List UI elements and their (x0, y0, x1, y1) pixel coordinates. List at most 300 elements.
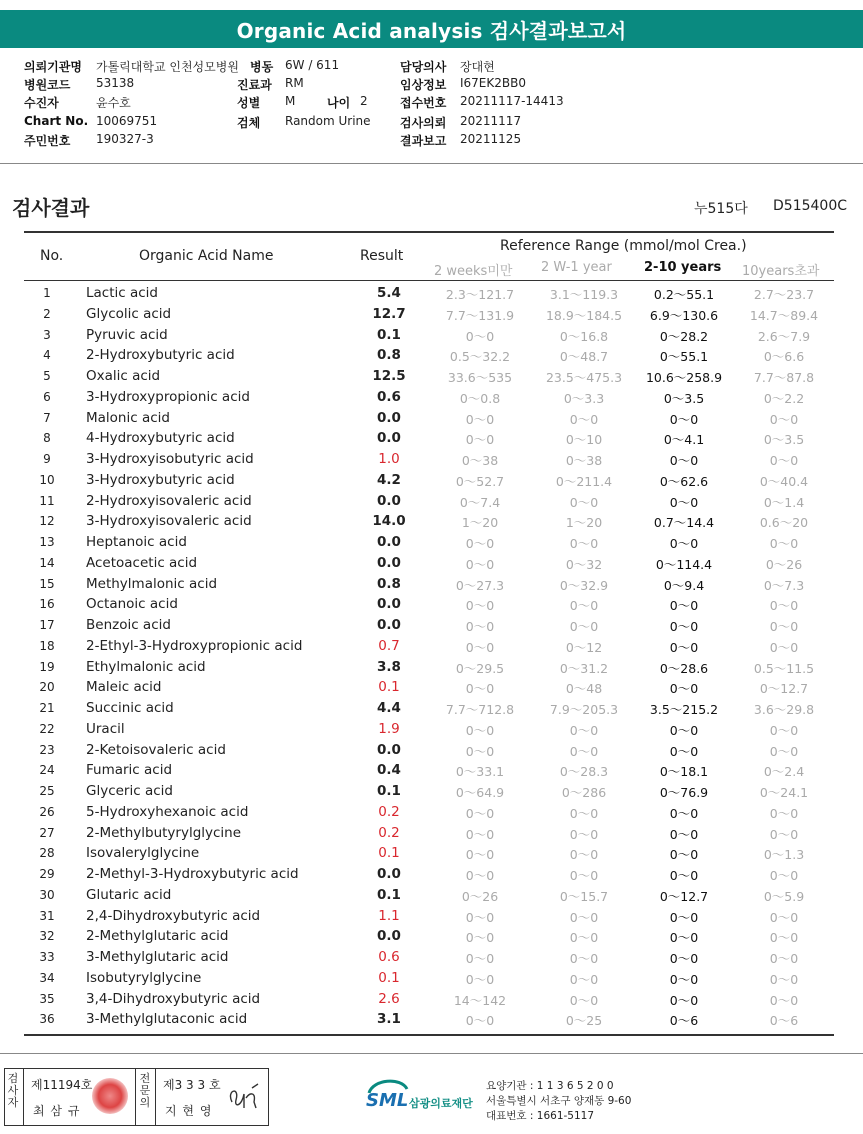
inspector-label: 검사자 (7, 1072, 19, 1109)
col-header-result: Result (360, 248, 404, 264)
acid-name: Heptanoic acid (86, 534, 187, 550)
row-number: 11 (39, 493, 55, 508)
info-value: 20211117-14413 (460, 94, 564, 108)
result-value: 0.1 (377, 326, 401, 343)
ref-range-10y-plus: 0～0 (769, 909, 799, 925)
info-label: 수진자 (24, 96, 59, 110)
table-row (24, 366, 834, 387)
ref-range-2w-1y: 0～10 (565, 432, 603, 448)
ref-range-2weeks: 7.7～131.9 (445, 307, 515, 323)
ref-range-2-10y: 0～55.1 (659, 349, 709, 365)
ref-range-10y-plus: 14.7～89.4 (749, 307, 819, 323)
result-value: 0.8 (377, 575, 401, 592)
ref-range-2w-1y: 0～0 (569, 826, 599, 842)
ref-range-10y-plus: 0.6～20 (759, 515, 809, 531)
ref-col-3: 2-10 years (644, 260, 722, 275)
acid-name: Ethylmalonic acid (86, 658, 206, 675)
result-value: 0.0 (377, 554, 401, 571)
result-value: 0.0 (377, 596, 401, 613)
ref-range-2w-1y: 0～0 (569, 619, 599, 634)
ref-range-2weeks: 0～0 (465, 556, 495, 572)
ref-range-2-10y: 0～0 (669, 639, 699, 655)
ref-range-2w-1y: 0～0 (569, 971, 599, 987)
info-label: 검사의뢰 (400, 116, 447, 130)
row-number: 16 (39, 597, 55, 612)
ref-range-2weeks: 0～0 (465, 432, 495, 448)
acid-name: 3-Methylglutaric acid (86, 949, 229, 965)
row-number: 25 (39, 784, 55, 798)
ref-range-2w-1y: 0～0 (569, 868, 599, 883)
ref-range-10y-plus: 0～24.1 (759, 785, 809, 800)
table-row (24, 594, 834, 615)
ref-range-2w-1y: 7.9～205.3 (549, 702, 619, 717)
result-value: 0.6 (377, 388, 401, 405)
table-row (24, 698, 834, 719)
row-number: 33 (39, 950, 55, 964)
divider (135, 1069, 136, 1125)
divider (155, 1069, 156, 1125)
ref-range-2-10y: 0～12.7 (659, 888, 709, 904)
table-row (24, 283, 834, 304)
ref-range-2w-1y: 0～3.3 (563, 390, 605, 406)
ref-range-2weeks: 0～0 (465, 681, 495, 697)
ref-range-2w-1y: 0～286 (561, 785, 607, 800)
acid-name: Isovalerylglycine (86, 845, 200, 862)
row-number: 12 (39, 514, 55, 529)
row-number: 22 (39, 721, 55, 736)
info-label: 나이 (327, 96, 351, 110)
acid-name: 2-Ketoisovaleric acid (86, 741, 226, 758)
table-row (24, 677, 834, 698)
result-value: 5.4 (377, 285, 401, 301)
ref-range-10y-plus: 0～0 (769, 868, 799, 883)
ref-range-2-10y: 0～0 (669, 494, 699, 510)
ref-range-2w-1y: 0～0 (569, 598, 599, 614)
table-row (24, 1009, 834, 1030)
info-label: Chart No. (24, 114, 89, 128)
institution-code: 요양기관 : 1 1 3 6 5 2 0 0 (486, 1080, 614, 1092)
acid-name: 4-Hydroxybutyric acid (86, 430, 235, 447)
acid-name: 3-Hydroxybutyric acid (86, 471, 235, 488)
result-value: 0.0 (377, 617, 401, 633)
row-number: 10 (39, 472, 55, 487)
col-header-reference: Reference Range (mmol/mol Crea.) (500, 238, 747, 254)
acid-name: Succinic acid (86, 700, 174, 716)
acid-name: Glycolic acid (86, 305, 172, 322)
ref-range-2-10y: 0～0 (669, 992, 699, 1008)
ref-range-2weeks: 7.7～712.8 (445, 702, 515, 717)
row-number: 34 (39, 970, 55, 985)
test-code: 누515다 (694, 201, 748, 217)
address: 서울특별시 서초구 양재동 9-60 (486, 1095, 632, 1107)
table-row (24, 491, 834, 512)
acid-name: Uracil (86, 720, 125, 737)
ref-range-2w-1y: 0～0 (569, 992, 599, 1008)
result-value: 0.4 (377, 762, 401, 779)
ref-range-2weeks: 33.6～535 (447, 370, 513, 385)
ref-range-2w-1y: 0～0 (569, 930, 599, 946)
col-header-name: Organic Acid Name (139, 248, 274, 264)
result-value: 1.1 (378, 907, 400, 924)
row-number: 3 (43, 327, 51, 342)
ref-range-2w-1y: 0～0 (569, 494, 599, 510)
ref-range-2-10y: 0～3.5 (663, 390, 705, 406)
table-header-rule (24, 280, 834, 281)
info-value: 10069751 (96, 114, 158, 128)
ref-range-2w-1y: 23.5～475.3 (545, 370, 623, 385)
ref-range-2-10y: 0～28.2 (659, 328, 709, 344)
phone: 대표번호 : 1661-5117 (486, 1110, 595, 1122)
ref-range-10y-plus: 0～0 (769, 619, 799, 634)
result-value: 0.0 (377, 409, 401, 426)
table-row (24, 615, 834, 636)
ref-range-10y-plus: 0～0 (769, 805, 799, 821)
acid-name: Maleic acid (86, 679, 162, 696)
ref-range-2weeks: 0～7.4 (459, 494, 501, 510)
ref-range-2weeks: 0～0 (465, 328, 495, 344)
info-row-3 (0, 94, 863, 112)
row-number: 31 (39, 908, 55, 923)
result-value: 12.7 (372, 305, 406, 322)
ref-range-10y-plus: 0～0 (769, 722, 799, 738)
table-row (24, 802, 834, 823)
result-value: 1.9 (378, 720, 400, 737)
ref-range-10y-plus: 0～3.5 (763, 432, 805, 448)
ref-range-2-10y: 3.5～215.2 (649, 702, 719, 717)
info-value: 20211117 (460, 114, 522, 128)
table-row (24, 968, 834, 989)
ref-range-2-10y: 6.9～130.6 (649, 307, 719, 323)
ref-range-2w-1y: 0～0 (569, 951, 599, 966)
row-number: 15 (39, 576, 55, 591)
section-title: 검사결과 (12, 196, 90, 220)
ref-range-10y-plus: 7.7～87.8 (753, 370, 815, 385)
table-row (24, 553, 834, 574)
table-row (24, 719, 834, 740)
row-number: 1 (43, 286, 51, 300)
inspector-license: 제11194호 (31, 1078, 93, 1092)
acid-name: Isobutyrylglycine (86, 969, 202, 986)
row-number: 26 (39, 804, 55, 819)
result-value: 0.2 (378, 803, 400, 820)
ref-range-10y-plus: 0～5.9 (763, 888, 805, 904)
ref-range-2weeks: 0～0 (465, 722, 495, 738)
ref-range-2weeks: 0～0 (465, 743, 495, 759)
ref-range-2w-1y: 0～28.3 (559, 764, 609, 780)
ref-range-2weeks: 2.3～121.7 (445, 287, 515, 302)
info-label: 임상정보 (400, 78, 447, 92)
ref-range-2w-1y: 1～20 (565, 515, 603, 531)
acid-name: 2-Methyl-3-Hydroxybutyric acid (86, 866, 299, 882)
row-number: 29 (39, 867, 55, 881)
specialist-label: 전문의 (139, 1072, 151, 1109)
acid-name: Methylmalonic acid (86, 575, 218, 592)
acid-name: Fumaric acid (86, 762, 173, 779)
table-row (24, 906, 834, 927)
info-value: 장대현 (460, 60, 495, 74)
header-divider (0, 163, 863, 164)
ref-range-2weeks: 0～29.5 (455, 660, 505, 676)
info-value: 190327-3 (96, 132, 154, 146)
result-value: 0.0 (377, 928, 401, 945)
result-value: 0.2 (378, 824, 400, 841)
ref-range-2-10y: 0～0 (669, 598, 699, 614)
ref-range-2weeks: 0～0 (465, 951, 495, 966)
result-value: 3.8 (377, 658, 401, 675)
ref-range-2weeks: 0～52.7 (455, 473, 505, 489)
ref-range-2weeks: 0～0 (465, 826, 495, 842)
ref-range-2w-1y: 0～31.2 (559, 660, 609, 676)
ref-range-2w-1y: 0～48.7 (559, 349, 609, 365)
info-value: 6W / 611 (285, 58, 340, 72)
ref-range-2-10y: 0～9.4 (663, 577, 705, 593)
ref-range-2w-1y: 0～38 (565, 453, 603, 468)
ref-range-2-10y: 0～0 (669, 619, 699, 634)
info-label: 담당의사 (400, 60, 447, 74)
ref-range-10y-plus: 0～0 (769, 951, 799, 966)
table-row (24, 781, 834, 802)
ref-range-2weeks: 0～0 (465, 598, 495, 614)
ref-range-10y-plus: 0～0 (769, 411, 799, 427)
acid-name: Lactic acid (86, 285, 158, 301)
ref-range-2w-1y: 0～15.7 (559, 888, 609, 904)
result-value: 0.0 (377, 430, 401, 447)
ref-range-2w-1y: 0～25 (565, 1013, 603, 1029)
info-label: 병원코드 (24, 78, 71, 92)
info-value: 가톨릭대학교 인천성모병원 (96, 60, 239, 74)
ref-range-2w-1y: 0～0 (569, 805, 599, 821)
ref-range-2w-1y: 0～48 (565, 681, 603, 697)
acid-name: Oxalic acid (86, 368, 161, 384)
ref-range-2-10y: 0～4.1 (663, 432, 705, 448)
ref-range-2weeks: 1～20 (461, 515, 499, 531)
ref-range-2-10y: 0～0 (669, 909, 699, 925)
ref-range-2w-1y: 0～32.9 (559, 577, 609, 593)
table-row (24, 470, 834, 491)
table-row (24, 325, 834, 346)
ref-range-2w-1y: 0～0 (569, 847, 599, 863)
ref-range-10y-plus: 0～1.3 (763, 847, 805, 863)
ref-col-4: 10years초과 (742, 264, 820, 279)
ref-range-10y-plus: 0～6 (769, 1013, 799, 1029)
ref-range-10y-plus: 0～2.4 (763, 764, 805, 780)
info-row-5 (0, 132, 863, 150)
info-row-2 (0, 76, 863, 94)
ref-range-10y-plus: 2.7～23.7 (753, 287, 815, 302)
table-row (24, 532, 834, 553)
row-number: 6 (43, 389, 51, 404)
ref-range-2-10y: 0～18.1 (659, 764, 709, 780)
acid-name: Octanoic acid (86, 596, 178, 613)
ref-range-2-10y: 0～0 (669, 536, 699, 551)
ref-range-10y-plus: 0.5～11.5 (753, 660, 815, 676)
ref-range-2weeks: 0～0.8 (459, 390, 501, 406)
ref-range-10y-plus: 3.6～29.8 (753, 702, 815, 717)
acid-name: 2-Methylbutyrylglycine (86, 824, 242, 841)
result-value: 2.6 (378, 990, 400, 1007)
ref-range-2weeks: 0～0 (465, 1013, 495, 1029)
info-value: RM (285, 76, 304, 90)
acid-name: 2-Methylglutaric acid (86, 928, 229, 945)
ref-col-1: 2 weeks미만 (434, 264, 513, 279)
ref-range-2weeks: 0～0 (465, 805, 495, 821)
acid-name: 3-Methylglutaconic acid (86, 1011, 248, 1028)
acid-name: 2-Ethyl-3-Hydroxypropionic acid (86, 637, 303, 654)
ref-range-2weeks: 0～27.3 (455, 577, 505, 593)
result-value: 0.6 (378, 949, 400, 965)
result-value: 0.1 (377, 886, 401, 903)
seal-stamp-icon (92, 1078, 128, 1114)
acid-name: 2-Hydroxybutyric acid (86, 347, 235, 364)
table-row (24, 989, 834, 1010)
ref-range-2w-1y: 0～0 (569, 722, 599, 738)
row-number: 27 (39, 825, 55, 840)
ref-range-2weeks: 0～0 (465, 536, 495, 551)
ref-range-2-10y: 0.2～55.1 (653, 287, 715, 302)
ref-range-2w-1y: 0～0 (569, 743, 599, 759)
ref-range-2-10y: 0.7～14.4 (653, 515, 715, 531)
result-value: 0.1 (378, 679, 400, 696)
ref-range-2-10y: 0～0 (669, 722, 699, 738)
row-number: 18 (39, 638, 55, 653)
ref-range-2w-1y: 0～0 (569, 411, 599, 427)
result-value: 0.8 (377, 347, 401, 364)
table-top-rule (24, 231, 834, 233)
acid-name: 2,4-Dihydroxybutyric acid (86, 907, 261, 924)
result-value: 4.4 (377, 700, 401, 716)
ref-range-2w-1y: 0～32 (565, 556, 603, 572)
ref-range-10y-plus: 0～0 (769, 639, 799, 655)
ref-range-2weeks: 0～38 (461, 453, 499, 468)
ref-range-2weeks: 0～33.1 (455, 764, 505, 780)
result-value: 0.0 (377, 866, 401, 882)
info-label: 병동 (250, 60, 274, 74)
info-label: 진료과 (237, 78, 272, 92)
info-value: I67EK2BB0 (460, 76, 526, 90)
result-value: 0.1 (378, 969, 400, 986)
ref-range-2-10y: 0～0 (669, 411, 699, 427)
ref-range-10y-plus: 0～40.4 (759, 473, 809, 489)
ref-range-2weeks: 0～64.9 (455, 785, 505, 800)
table-row (24, 449, 834, 470)
row-number: 19 (39, 659, 55, 674)
table-row (24, 760, 834, 781)
ref-range-2w-1y: 0～211.4 (555, 473, 613, 489)
result-value: 4.2 (377, 471, 401, 488)
ref-range-2w-1y: 18.9～184.5 (545, 307, 623, 323)
table-row (24, 740, 834, 761)
ref-range-2weeks: 0～26 (461, 888, 499, 904)
row-number: 9 (43, 452, 51, 466)
result-value: 12.5 (372, 368, 406, 384)
info-row-4 (0, 114, 863, 132)
table-row (24, 574, 834, 595)
row-number: 35 (39, 991, 55, 1006)
acid-name: Pyruvic acid (86, 326, 168, 343)
row-number: 5 (43, 369, 51, 383)
info-value: 20211125 (460, 132, 522, 146)
row-number: 17 (39, 618, 55, 632)
ref-col-2: 2 W-1 year (541, 260, 612, 275)
ref-range-2-10y: 0～0 (669, 971, 699, 987)
result-value: 3.1 (377, 1011, 401, 1028)
ref-range-10y-plus: 0～2.2 (763, 390, 805, 406)
info-label: 결과보고 (400, 134, 447, 148)
report-title: Organic Acid analysis 검사결과보고서 (0, 10, 863, 48)
result-value: 0.0 (377, 534, 401, 550)
table-row (24, 823, 834, 844)
result-value: 0.7 (378, 637, 400, 654)
ref-range-2-10y: 0～28.6 (659, 660, 709, 676)
ref-range-2weeks: 14～142 (453, 992, 507, 1008)
info-value: 53138 (96, 76, 135, 90)
row-number: 36 (39, 1012, 55, 1027)
ref-range-10y-plus: 0～12.7 (759, 681, 809, 697)
ref-range-2-10y: 0～62.6 (659, 473, 709, 489)
acid-name: 3-Hydroxyisovaleric acid (86, 513, 252, 530)
info-row-1 (0, 58, 863, 76)
ref-range-2weeks: 0～0 (465, 639, 495, 655)
info-label: 주민번호 (24, 134, 71, 148)
ref-range-2-10y: 0～0 (669, 951, 699, 966)
ref-range-2-10y: 0～0 (669, 826, 699, 842)
info-label: 접수번호 (400, 96, 447, 110)
logo-text: SML (366, 1090, 409, 1111)
ref-range-2weeks: 0～0 (465, 909, 495, 925)
row-number: 21 (39, 701, 55, 715)
ref-range-10y-plus: 0～0 (769, 536, 799, 551)
ref-range-10y-plus: 0～0 (769, 992, 799, 1008)
ref-range-2w-1y: 0～0 (569, 909, 599, 925)
table-row (24, 885, 834, 906)
divider (23, 1069, 24, 1125)
ref-range-2-10y: 0～0 (669, 805, 699, 821)
result-value: 0.1 (377, 783, 401, 799)
info-label: 의뢰기관명 (24, 60, 82, 74)
acid-name: Glutaric acid (86, 886, 172, 903)
table-bottom-rule (24, 1034, 834, 1036)
ref-range-10y-plus: 0～0 (769, 453, 799, 468)
ref-range-2-10y: 0～76.9 (659, 785, 709, 800)
result-value: 0.0 (377, 492, 401, 509)
row-number: 24 (39, 763, 55, 778)
table-row (24, 428, 834, 449)
result-value: 14.0 (372, 513, 406, 530)
info-value: 2 (360, 94, 368, 108)
col-header-no: No. (40, 248, 64, 264)
table-row (24, 511, 834, 532)
acid-name: 2-Hydroxyisovaleric acid (86, 492, 252, 509)
table-row (24, 387, 834, 408)
ref-range-2-10y: 0～0 (669, 743, 699, 759)
ref-range-2-10y: 0～0 (669, 453, 699, 468)
row-number: 7 (43, 410, 51, 425)
specialist-license: 제3 3 3 호 (163, 1078, 221, 1092)
acid-name: Acetoacetic acid (86, 554, 198, 571)
result-value: 0.0 (377, 741, 401, 758)
ref-range-2weeks: 0.5～32.2 (449, 349, 511, 365)
row-number: 28 (39, 846, 55, 861)
ref-range-2-10y: 0～0 (669, 681, 699, 697)
info-value: Random Urine (285, 114, 371, 128)
ref-range-2weeks: 0～0 (465, 971, 495, 987)
acid-name: Glyceric acid (86, 783, 173, 799)
inspector-name: 최 삼 규 (33, 1104, 81, 1118)
info-value: 윤수호 (96, 96, 131, 110)
table-row (24, 864, 834, 885)
acid-name: 3-Hydroxyisobutyric acid (86, 451, 254, 467)
ref-range-10y-plus: 2.6～7.9 (757, 328, 811, 344)
